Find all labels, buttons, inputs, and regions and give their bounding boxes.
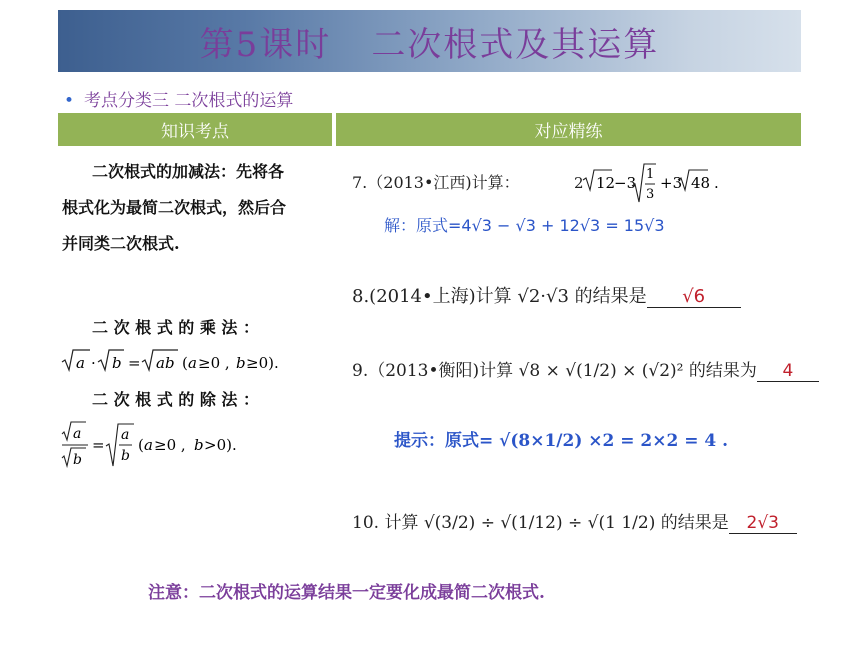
header-exercises: 对应精练 — [336, 113, 801, 146]
svg-text:2: 2 — [574, 174, 584, 192]
svg-text:+3: +3 — [660, 174, 683, 192]
svg-text:≥0).: ≥0). — [246, 354, 279, 372]
svg-text:a: a — [188, 354, 197, 372]
exercise-8-text: 8.(2014•上海)计算 √2·√3 的结果是 — [352, 286, 647, 307]
exercise-8-blank — [647, 286, 741, 308]
exercise-10 — [352, 508, 797, 534]
exercise-10-blank — [729, 513, 797, 534]
exercise-8 — [352, 282, 741, 308]
svg-text:a: a — [121, 427, 130, 443]
section-subtitle — [64, 86, 293, 111]
exercise-7 — [352, 160, 752, 206]
exercise-10-text: 10. 计算 √(3/2) ÷ √(1/12) ÷ √(1 1/2) 的结果是 — [352, 513, 729, 533]
svg-text:b: b — [236, 354, 246, 372]
svg-text:7.（2013•江西)计算：: 7.（2013•江西)计算： — [352, 173, 520, 192]
svg-text:>0).: >0). — [204, 436, 237, 454]
svg-text:3: 3 — [646, 187, 655, 202]
div-formula — [60, 420, 300, 470]
svg-text:≥0 ,: ≥0 , — [154, 436, 186, 454]
add-sub-rule-line2: 根式化为最简二次根式，然后合 — [62, 198, 287, 217]
svg-text:=: = — [92, 436, 105, 454]
svg-text:1: 1 — [646, 167, 655, 182]
title-banner — [58, 10, 801, 72]
svg-text:(: ( — [138, 436, 144, 454]
header-knowledge: 知识考点 — [58, 113, 332, 146]
svg-text:−3: −3 — [614, 174, 637, 192]
exercise-9-answer: 4 — [782, 361, 794, 381]
svg-text:ab: ab — [156, 354, 175, 372]
mul-rule-title: 二 次 根 式 的 乘 法 ： — [92, 318, 259, 337]
exercise-9-blank — [757, 361, 819, 382]
subtitle-text: 考点分类三 二次根式的运算 — [84, 91, 294, 111]
page-title — [200, 17, 660, 66]
svg-text:12: 12 — [596, 174, 616, 192]
exercise-9-text: 9.（2013•衡阳)计算 √8 × √(1/2) × (√2)² 的结果为 — [352, 361, 757, 381]
svg-text:b: b — [194, 436, 204, 454]
svg-text:b: b — [121, 448, 130, 464]
svg-text:≥0 ,: ≥0 , — [198, 354, 230, 372]
exercise-7-solution: 解：原式=4√3 − √3 + 12√3 = 15√3 — [384, 216, 665, 235]
add-sub-rule-line3: 并同类二次根式. — [62, 234, 180, 253]
svg-text:·: · — [91, 354, 96, 372]
title-lesson: 第5课时 — [199, 24, 332, 65]
svg-text:a: a — [73, 426, 82, 442]
svg-text:48: 48 — [691, 174, 711, 192]
bullet-icon: • — [64, 91, 75, 111]
add-sub-rule-line1: 二次根式的加减法：先将各 — [92, 162, 285, 181]
title-topic: 二次根式及其运算 — [371, 24, 660, 65]
svg-text:b: b — [73, 452, 82, 468]
div-rule-title: 二 次 根 式 的 除 法 ： — [92, 390, 259, 409]
exercise-9-hint: 提示：原式= √(8×1/2) ×2 = 2×2 = 4 . — [394, 431, 729, 451]
exercise-9 — [352, 356, 819, 382]
exercise-10-answer: 2√3 — [746, 513, 779, 533]
svg-text:a: a — [76, 354, 85, 372]
svg-text:.: . — [714, 174, 719, 192]
footnote: 注意：二次根式的运算结果一定要化成最简二次根式. — [148, 583, 545, 603]
svg-text:b: b — [112, 354, 122, 372]
mul-formula — [60, 344, 300, 378]
svg-text:(: ( — [182, 354, 188, 372]
svg-text:a: a — [144, 436, 153, 454]
svg-text:=: = — [128, 354, 141, 372]
exercise-8-answer: √6 — [682, 286, 706, 307]
